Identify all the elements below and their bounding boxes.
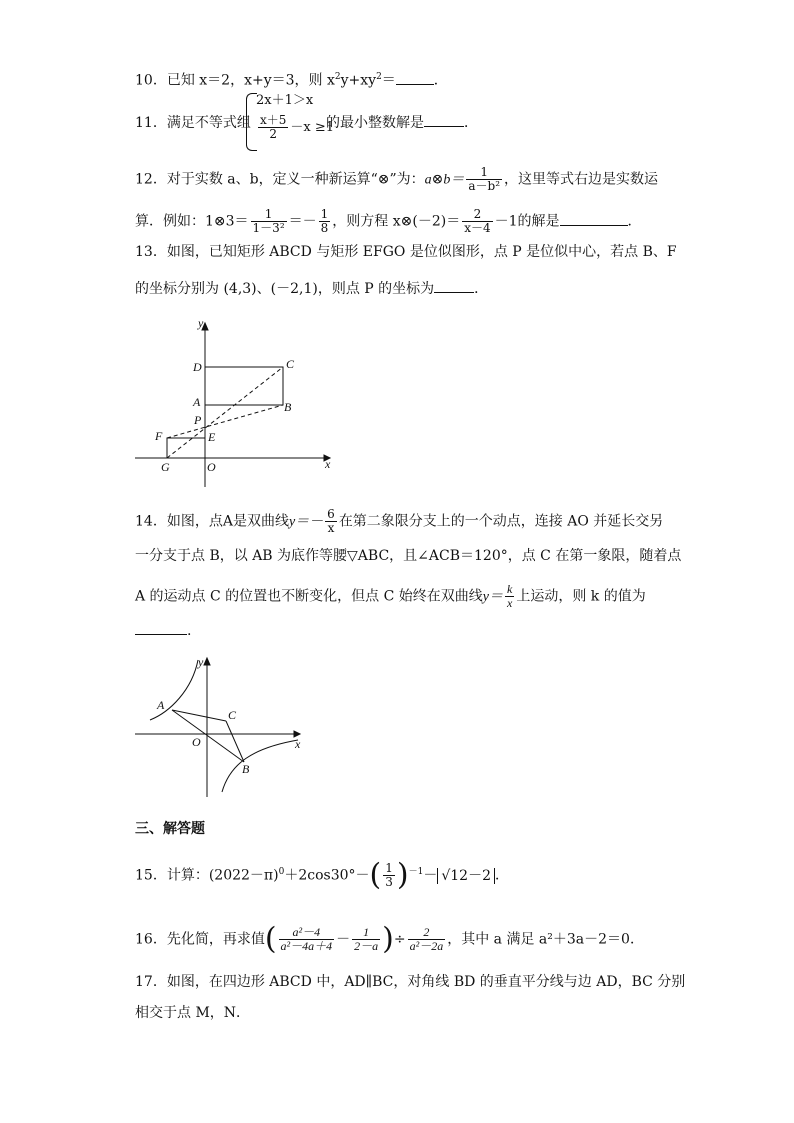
question-14-line2: 一分支于点 B，以 AB 为底作等腰▽ABC，且∠ACB＝120°，点 C 在第一象限，随着点 [135,548,682,564]
q10-sup2: 2 [376,72,382,82]
label-x: x [325,457,331,471]
question-15: 15．计算：$(2022-\pi)^0+2\cos 30^\circ-$( $\frac{1}{3}$ )$^{-1}$－ √12－2 ． [135,857,509,893]
question-17-line2: 相交于点 M，N． [135,1005,251,1021]
q11-ineq2 [256,114,334,141]
label-e: E [208,430,216,444]
q12-frac2-den: 8 [320,221,329,235]
q12-frac1-num: 1 [251,208,287,222]
q15-sup0: 0 [278,866,285,877]
q14-l1-a: 如图，点A是双曲线 [166,513,289,530]
q10-sup1: 2 [334,72,341,82]
label-c: C [228,708,237,722]
label-b: B [284,400,292,414]
question-13-line2 [135,280,488,298]
q17-number: 17． [135,974,167,990]
q14-l3-a: A 的运动点 C 的位置也不断变化，但点 C 始终在双曲线 [135,588,483,605]
label-d: D [193,360,202,374]
q10-end: ． [433,72,448,89]
q11-pre: 满足不等式组 [166,115,251,131]
answer-blank [434,280,474,293]
q13-number: 13． [135,244,167,260]
q16-frac2-den: 2－a [354,939,379,953]
question-12-line2 [135,208,642,235]
q16-frac3-num: 2 [408,926,446,940]
q14-l3-b: 上运动，则 k 的值为 [516,588,646,605]
label-b: B [242,762,250,776]
q15-b: ＋2cos30°－ [284,867,370,884]
label-y: y [198,316,204,330]
q15-end: ． [494,867,509,884]
q11-ineq1: 2x＋1＞x [256,93,314,108]
q14-l1-b: 在第二象限分支上的一个动点，连接 AO 并延长交另 [338,513,664,530]
q15-c: － [423,867,438,884]
q10-text-a: 已知 x＝2，x+y＝3，则 x [166,72,335,89]
q12-frac-num: 1 [466,166,502,180]
q12-l1-a: 对于实数 a、b，定义一种新运算“⊗”为： [166,171,425,188]
q13-l1: 如图，已知矩形 ABCD 与矩形 EFGO 是位似图形，点 P 是位似中心，若点 B、F [166,244,677,260]
label-c: C [286,357,295,371]
q14-number: 14． [135,513,167,530]
label-a: A [193,395,201,409]
rectangle-efgo [167,438,205,458]
q16-frac1-den: a²－4a＋4 [280,939,333,953]
question-13-line1 [135,243,677,261]
q14-l1-y: y＝－ [288,514,324,530]
q12-end: ． [627,213,642,230]
label-o: O [207,460,216,474]
q12-frac3-den: x－4 [464,221,491,235]
answer-blank [135,622,187,635]
q15-number: 15． [135,867,167,884]
q10-text-c: ＝ [381,72,396,89]
answer-blank [396,72,434,85]
q14-figure [130,652,310,802]
q10-number: 10． [135,72,167,89]
q15-sup1: －1 [408,866,424,877]
dashed-fb [167,405,283,438]
question-12-line1 [135,166,658,193]
q12-l2-eq: ＝－ [288,213,317,230]
q16-number: 16． [135,931,167,948]
q15-abs: √12－2 [437,868,495,884]
question-10 [135,68,448,90]
q11-post: 的最小整数解是 [326,115,424,131]
q14-frac2-den: x [507,596,513,610]
q15-a: 计算：(2022－π) [166,867,279,884]
q15-frac-num: 1 [385,861,393,875]
label-o: O [192,735,201,749]
q12-frac2-num: 1 [320,207,329,221]
label-y: y [198,655,204,669]
q16-div: ÷ [393,931,406,948]
q14-frac1-num: 6 [327,507,335,521]
answer-blank [424,114,464,127]
q14-l3-y: y＝ [482,589,504,605]
q12-frac3-num: 2 [462,208,492,222]
q14-frac1-den: x [327,521,335,535]
q16-frac2-num: 1 [352,926,380,940]
q16-a: 先化简，再求值 [166,931,265,948]
q12-frac-den: a－b² [468,179,501,193]
y-axis-arrow [204,658,210,665]
q11-post-line [326,114,478,132]
q12-l2-c: －1的解是 [494,213,560,230]
question-14-line4 [135,622,191,640]
question-16: 16．先化简，再求值( $\frac{\text{a²－4}}{\text{a²－4a＋4}}$ － $\frac{1}{2-a}$ )÷ $\frac{2}{\text{a²－2a}}$ ，其中 a 满足 a²＋3a－2＝0． [135,921,644,957]
q12-l2-a: 算．例如：1⊗3＝ [135,213,249,230]
question-14-line3 [135,583,646,610]
q12-l2-b: ，则方程 x⊗(－2)＝ [332,213,461,230]
question-14-line1 [135,508,663,535]
q11-frac-num: x＋5 [260,113,287,127]
q12-l1-b: ，这里等式右边是实数运 [504,171,659,188]
label-g: G [161,460,170,474]
question-17-line1 [135,973,685,991]
q14-end: . [187,623,192,639]
q11-number: 11． [135,115,167,131]
rectangle-abcd [205,367,283,405]
q12-l1-expr: a⊗b＝ [424,172,465,188]
q12-frac1-den: 1－3² [252,221,285,235]
q11-ineq2-tail: －x ≥1 [290,120,335,135]
question-11 [135,114,251,132]
q14-frac2-num: k [507,582,513,596]
label-f: F [155,429,163,443]
q11-frac-den: 2 [269,127,278,141]
label-x: x [295,737,301,751]
q16-minus: － [336,931,351,948]
q16-frac1-num: a²－4 [279,926,335,940]
q13-l2: 的坐标分别为 (4,3)、(－2,1)，则点 P 的坐标为 [135,281,435,297]
label-a: A [157,698,165,712]
q16-frac3-den: a²－2a [409,939,444,953]
q13-figure [125,315,345,495]
q11-end: ． [464,115,478,131]
dashed-gc [167,367,283,458]
q10-text-b: y+xy [340,72,377,89]
q13-end: ． [474,281,489,297]
q16-b: ，其中 a 满足 a²＋3a－2＝0． [447,931,644,948]
hyperbola-branch-q4 [222,740,298,792]
answer-blank [560,213,628,226]
label-p: P [194,413,202,427]
q12-number: 12． [135,171,167,188]
section-heading: 三、解答题 [135,821,205,837]
q15-frac-den: 3 [385,875,393,889]
q17-l1: 如图，在四边形 ABCD 中，AD∥BC，对角线 BD 的垂直平分线与边 AD，BC 分别 [166,974,686,990]
